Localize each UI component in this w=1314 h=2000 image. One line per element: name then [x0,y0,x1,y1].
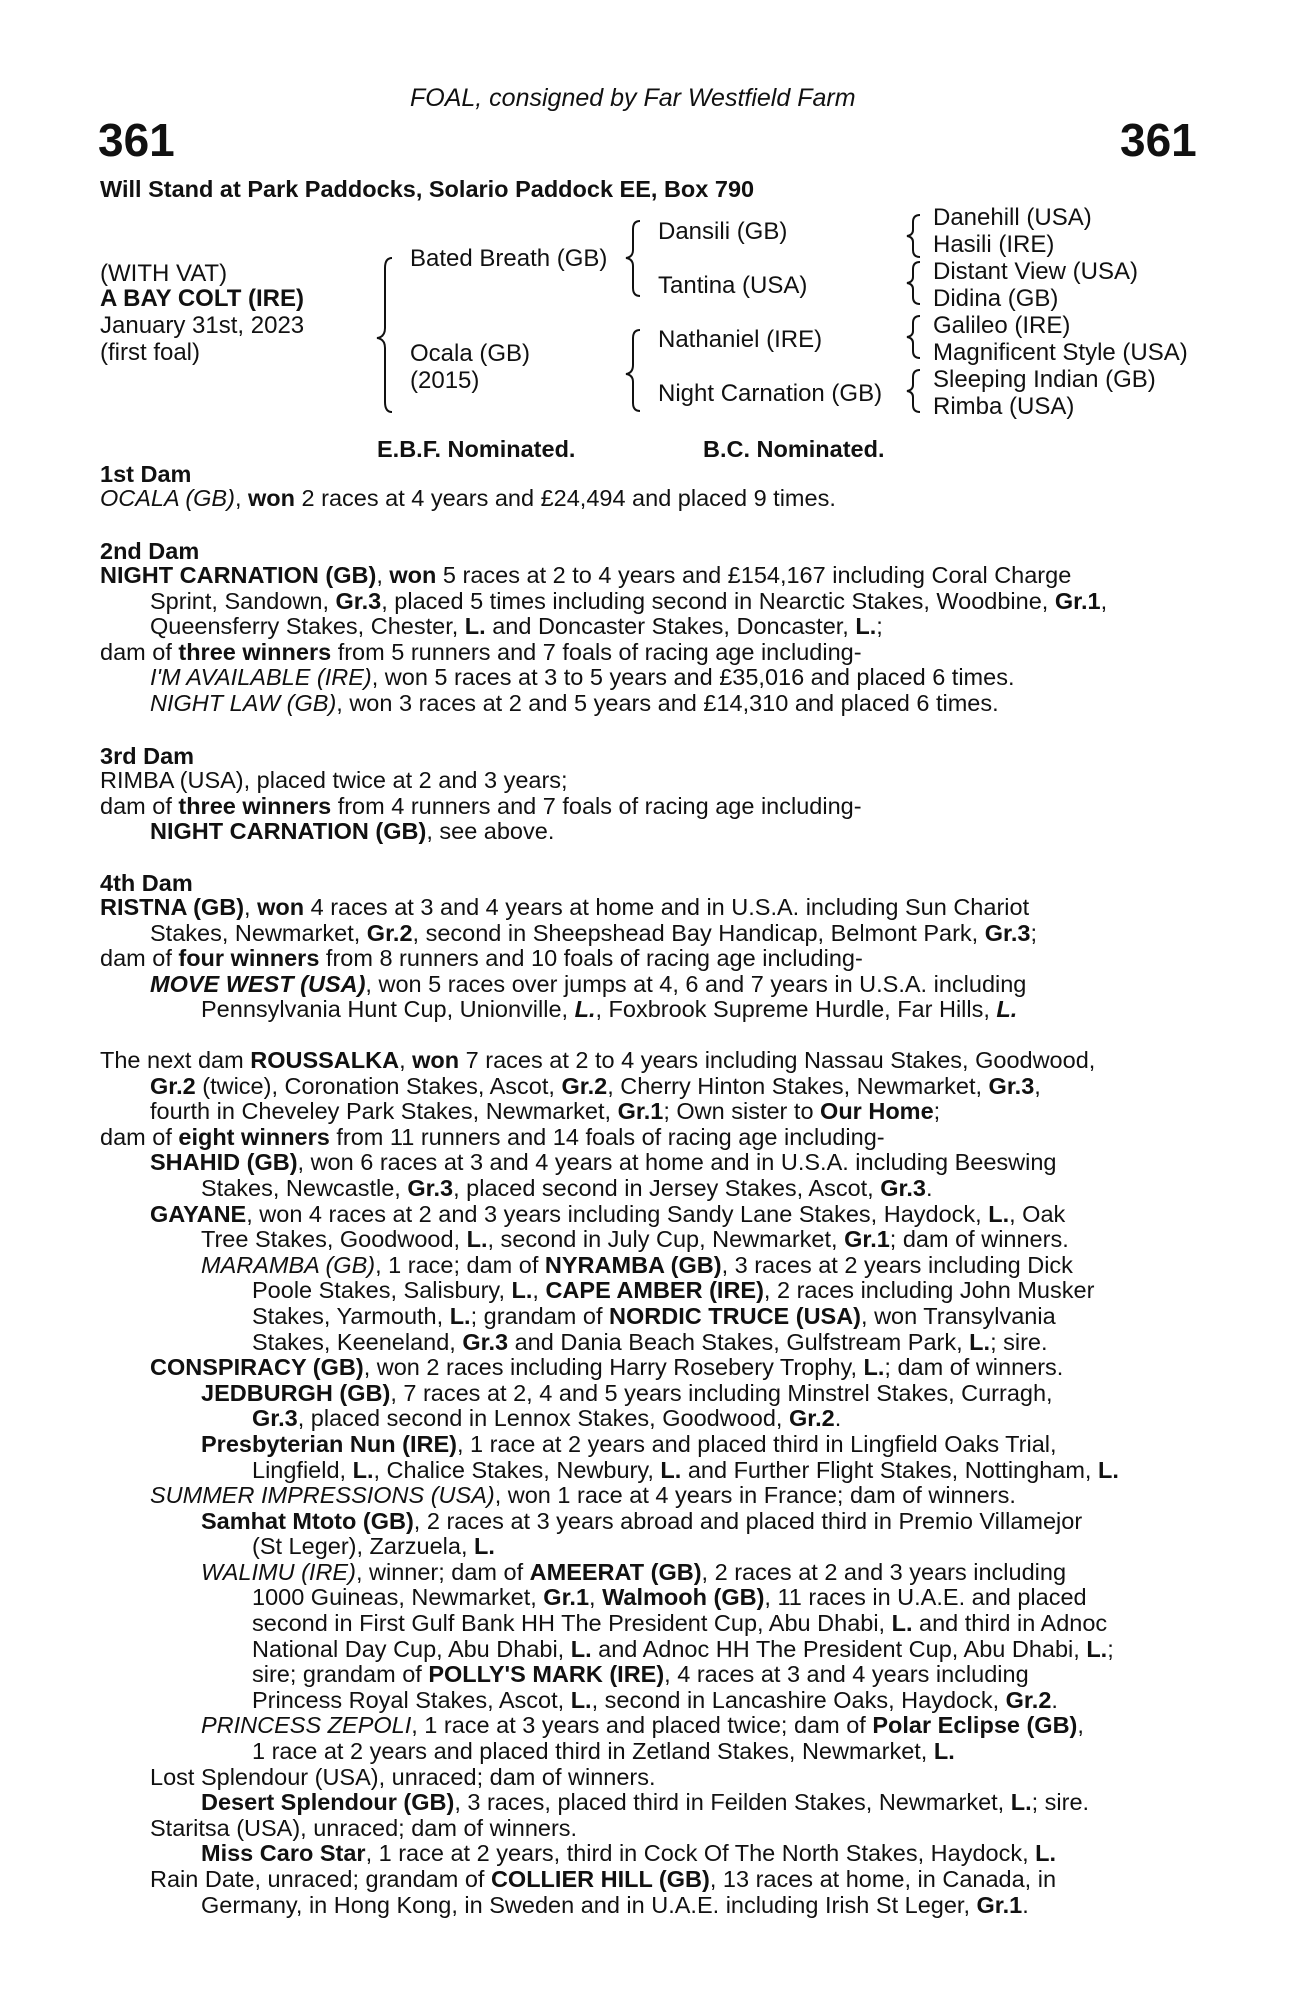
fourth-dam-text: RISTNA (GB), won 4 races at 3 and 4 years at home and in U.S.A. including Sun Chariot Stakes, Newmarket, Gr.2, second in Sheepshead Bay Handicap, Belmont Park, Gr.3; dam of four winners from 8 runners and 10 foals of racing age including- MOVE WEST (USA), won 5 races over jumps at 4, 6 and 7 years in U.S.A. including Pennsylvania Hunt Cup, Unionville, L., Foxbrook Supreme Hurdle, Far Hills, L. [100,894,1037,1023]
ped-sss: Danehill (USA) [933,204,1092,231]
ped-ddd: Rimba (USA) [933,393,1075,420]
foal-note: (first foal) [100,339,201,366]
third-dam-heading: 3rd Dam [100,743,195,769]
stabling-line: Will Stand at Park Paddocks, Solario Paddock EE, Box 790 [100,176,755,202]
dam-name: Ocala (GB) [410,340,531,367]
consignor-line: FOAL, consigned by Far Westfield Farm [410,84,856,112]
lot-number-left: 361 [98,114,175,166]
first-dam-text: OCALA (GB), won 2 races at 4 years and £24,494 and placed 9 times. [100,485,836,511]
sire-name: Bated Breath (GB) [410,245,608,272]
ebf-nomination: E.B.F. Nominated. [377,436,576,462]
second-dam-text: NIGHT CARNATION (GB), won 5 races at 2 to 4 years and £154,167 including Coral Charge Sprint, Sandown, Gr.3, placed 5 times including second in Nearctic Stakes, Woodbine, Gr.1, Queensferry Stakes, Chester, L. and Doncaster Stakes, Doncaster, L.; dam of three winners from 5 runners and 7 foals of racing age including- I'M AVAILABLE (IRE), won 5 races at 3 to 5 years and £35,016 and placed 6 times. NIGHT LAW (GB), won 3 races at 2 and 5 years and £14,310 and placed 6 times. [100,562,1108,716]
dam-dam: Night Carnation (GB) [658,380,883,407]
bc-nomination: B.C. Nominated. [703,436,885,462]
next-dam-text: The next dam ROUSSALKA, won 7 races at 2 to 4 years including Nassau Stakes, Goodwood, Gr.2 (twice), Coronation Stakes, Ascot, Gr.2, Cherry Hinton Stakes, Newmarket, Gr.3, fourth in Cheveley Park Stakes, Newmarket, Gr.1; Own sister to Our Home; dam of eight winners from 11 runners and 14 foals of racing age including- SHAHID (GB), won 6 races at 3 and 4 years at home and in U.S.A. including Beeswing Stakes, Newcastle, Gr.3, placed second in Jersey Stakes, Ascot, Gr.3. GAYANE, won 4 races at 2 and 3 years including Sandy Lane Stakes, Haydock, L., Oak Tree Stakes, Goodwood, L., second in July Cup, Newmarket, Gr.1; dam of winners. MARAMBA (GB), 1 race; dam of NYRAMBA (GB), 3 races at 2 years including Dick Poole Stakes, Salisbury, L., CAPE AMBER (IRE), 2 races including John Musker Stakes, Yarmouth, L.; grandam of NORDIC TRUCE (USA), won Transylvania Stakes, Keeneland, Gr.3 and Dania Beach Stakes, Gulfstream Park, L.; sire. CONSPIRACY (GB), won 2 races including Harry Rosebery Trophy, L.; dam of winners. JEDBURGH (GB), 7 races at 2, 4 and 5 years including Minstrel Stakes, Curragh, Gr.3, placed second in Lennox Stakes, Goodwood, Gr.2. Presbyterian Nun (IRE), 1 race at 2 years and placed third in Lingfield Oaks Trial, Lingfield, L., Chalice Stakes, Newbury, L. and Further Flight Stakes, Nottingham, L. SUMMER IMPRESSIONS (USA), won 1 race at 4 years in France; dam of winners. Samhat Mtoto (GB), 2 races at 3 years abroad and placed third in Premio Villamejor (St Leger), Zarzuela, L. WALIMU (IRE), winner; dam of AMEERAT (GB), 2 races at 2 and 3 years including 1000 Guineas, Newmarket, Gr.1, Walmooh (GB), 11 races in U.A.E. and placed second in First Gulf Bank HH The President Cup, Abu Dhabi, L. and third in Adnoc National Day Cup, Abu Dhabi, L. and Adnoc HH The President Cup, Abu Dhabi, L.; sire; grandam of POLLY'S MARK (IRE), 4 races at 3 and 4 years including Princess Royal Stakes, Ascot, L., second in Lancashire Oaks, Haydock, Gr.2. PRINCESS ZEPOLI, 1 race at 3 years and placed twice; dam of Polar Eclipse (GB), 1 race at 2 years and placed third in Zetland Stakes, Newmarket, L. Lost Splendour (USA), unraced; dam of winners. Desert Splendour (GB), 3 races, placed third in Feilden Stakes, Newmarket, L.; sire. Staritsa (USA), unraced; dam of winners. Miss Caro Star, 1 race at 2 years, third in Cock Of The North Stakes, Haydock, L. Rain Date, unraced; grandam of COLLIER HILL (GB), 13 races at home, in Canada, in Germany, in Hong Kong, in Sweden and in U.A.E. including Irish St Leger, Gr.1. [100,1047,1119,1918]
ped-sds: Distant View (USA) [933,258,1138,285]
third-dam-text: RIMBA (USA), placed twice at 2 and 3 years; dam of three winners from 4 runners and 7 foals of racing age including- NIGHT CARNATION (GB), see above. [100,767,862,845]
lot-number-right: 361 [1120,114,1197,166]
sire-dam: Tantina (USA) [658,272,808,299]
ped-sdd: Didina (GB) [933,285,1059,312]
date-of-birth: January 31st, 2023 [100,312,305,339]
dam-sire: Nathaniel (IRE) [658,326,823,353]
vat-note: (WITH VAT) [100,260,228,287]
dam-year: (2015) [410,367,480,394]
second-dam-heading: 2nd Dam [100,538,200,564]
ped-dsd: Magnificent Style (USA) [933,339,1188,366]
horse-name: A BAY COLT (IRE) [100,285,305,312]
ped-dds: Sleeping Indian (GB) [933,366,1156,393]
first-dam-heading: 1st Dam [100,461,192,487]
ped-dss: Galileo (IRE) [933,312,1071,339]
fourth-dam-heading: 4th Dam [100,870,193,896]
ped-ssd: Hasili (IRE) [933,231,1055,258]
sire-sire: Dansili (GB) [658,218,788,245]
